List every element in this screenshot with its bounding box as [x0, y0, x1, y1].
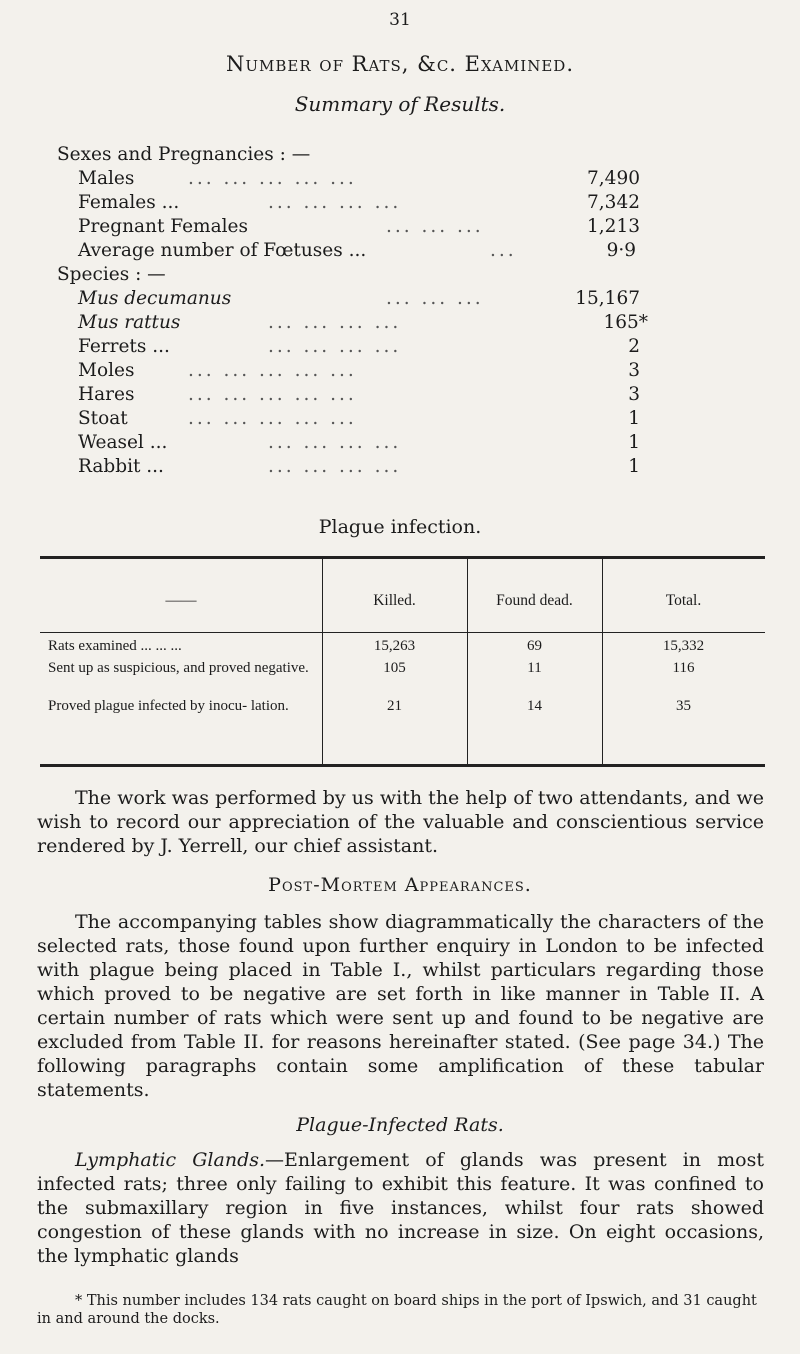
post-mortem-heading: Post-Mortem Appearances. — [268, 874, 532, 896]
summary-row: Ferrets ... ... ... ... ... 2 — [78, 336, 640, 357]
summary-row: Moles ... ... ... ... ... 3 — [78, 360, 640, 381]
table-cell-found-dead: 11 — [527, 660, 542, 676]
acknowledgement-paragraph: The work was performed by us with the help of two attendants, and we wish to record our appreciation of the valuable and conscientious service rendered by J. Yerrell, our chief assistant. — [37, 787, 764, 857]
summary-row: Pregnant Females ... ... ... 1,213 — [78, 216, 640, 237]
table-cell-killed: 105 — [383, 660, 406, 676]
summary-row: Females ... ... ... ... ... 7,342 — [78, 192, 640, 213]
summary-row: Mus decumanus ... ... ... 15,167 — [78, 288, 640, 309]
plague-table — [40, 556, 765, 768]
table-cell-total: 15,332 — [662, 638, 705, 654]
table-row-label: Proved plague infected by inocu- lation. — [48, 698, 289, 714]
table-cell-killed: 21 — [387, 698, 402, 714]
plague-table-title: Plague infection. — [318, 516, 482, 538]
table-row-label: Rats examined ... ... ... — [48, 638, 182, 654]
table-header-killed: Killed. — [373, 592, 416, 609]
summary-row: Stoat ... ... ... ... ... 1 — [78, 408, 640, 429]
post-mortem-paragraph: The accompanying tables show diagrammatically the characters of the selected rats, those found upon further enquiry in London to be infected with plague being placed in Table I., whilst particulars regarding those which proved to be negative are set forth in like manner in Table II. A certain number of rats which were sent up and found to be negative are excluded from Table II. for reasons hereinafter stated. (See page 34.) The following paragraphs contain some amplification of these tabular statements. — [37, 911, 764, 1101]
table-top-rule — [40, 556, 765, 559]
table-cell-total: 35 — [676, 698, 691, 714]
table-cell-total: 116 — [672, 660, 695, 676]
lymphatic-text: —Enlargement of glands was present in most infected rats; three only failing to exhibit this feature. It was confined to the submaxillary region in five instances, whilst four rats showed congestion of these glands with no increase in size. On eight occasions, the lymphatic glands — [37, 1149, 764, 1267]
page-number: 31 — [389, 10, 411, 30]
footnote: * This number includes 134 rats caught on board ships in the port of Ipswich, and 31 caught in and around the docks. — [37, 1293, 757, 1327]
table-header-found-dead: Found dead. — [496, 592, 573, 609]
table-cell-found-dead: 69 — [527, 638, 542, 654]
page-subheading: Summary of Results. — [294, 92, 506, 116]
plague-infected-heading: Plague-Infected Rats. — [296, 1114, 504, 1136]
summary-row: Weasel ... ... ... ... ... 1 — [78, 432, 640, 453]
summary-row: Hares ... ... ... ... ... 3 — [78, 384, 640, 405]
lymphatic-paragraph — [37, 1148, 764, 1268]
sexes-heading: Sexes and Pregnancies : — — [57, 144, 311, 165]
summary-row: Average number of Fœtuses ... ... 9·9 — [78, 240, 636, 261]
summary-row: Males ... ... ... ... ... 7,490 — [78, 168, 640, 189]
table-bottom-rule — [40, 764, 765, 767]
summary-row: Rabbit ... ... ... ... ... 1 — [78, 456, 640, 477]
table-cell-killed: 15,263 — [373, 638, 416, 654]
table-header-total: Total. — [665, 592, 702, 609]
page-heading: Number of Rats, &c. Examined. — [225, 52, 575, 76]
table-cell-found-dead: 14 — [527, 698, 542, 714]
summary-row: Mus rattus ... ... ... ... 165* — [78, 312, 648, 333]
lymphatic-lead: Lymphatic Glands. — [75, 1149, 266, 1171]
species-heading: Species : — — [57, 264, 166, 285]
table-header-blank: —— — [165, 592, 197, 609]
table-header-rule — [40, 632, 765, 633]
table-row-label: Sent up as suspicious, and proved negative. — [48, 660, 309, 676]
